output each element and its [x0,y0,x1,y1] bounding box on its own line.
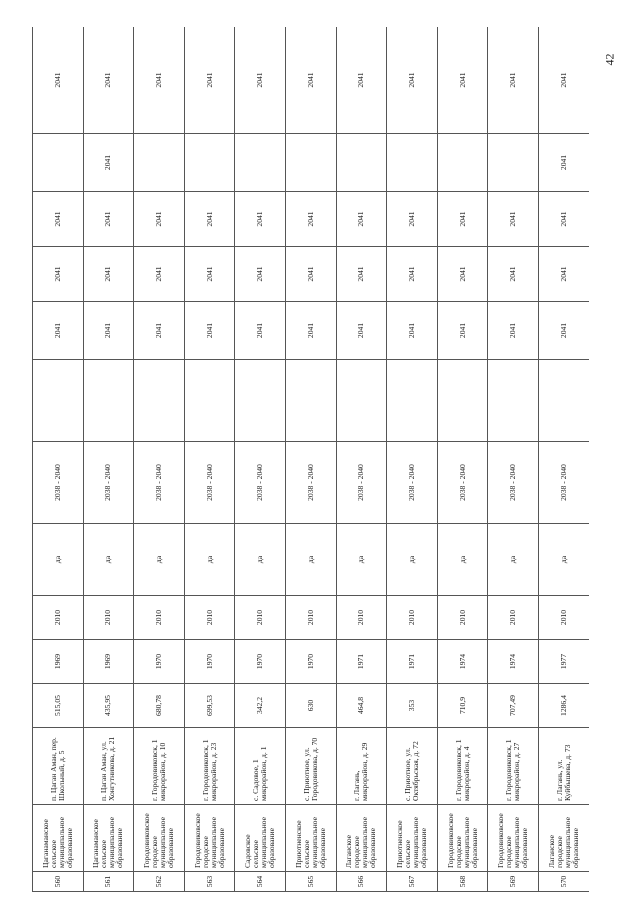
row-number: 565 [285,872,336,892]
col-3-cell: 2041 [83,247,134,302]
col-3-cell: 2041 [285,247,336,302]
table-row [134,27,185,892]
municipality-cell: Цаганаманское сельское муниципальное образование [33,805,84,872]
survey-year-cell: 2010 [134,596,185,640]
row-number: 569 [488,872,539,892]
survey-year-cell: 2010 [488,596,539,640]
col-2-cell: 2041 [437,302,488,360]
col-3-cell: 2041 [336,247,387,302]
row-number: 561 [83,872,134,892]
col-4-cell: 2041 [538,192,589,247]
col-3-cell: 2041 [538,247,589,302]
flag-cell: да [488,524,539,596]
survey-year-cell: 2010 [285,596,336,640]
col-6-cell: 2041 [184,27,235,134]
col-4-cell: 2041 [387,192,438,247]
build-year-cell: 1969 [83,640,134,684]
col-2-cell: 2041 [134,302,185,360]
table-row [184,27,235,892]
col-5-cell: 2041 [538,134,589,192]
address-cell: г. Лагань, ул. Куйбышева, д. 73 [538,728,589,805]
municipality-cell: Городовиковское городское муниципальное образование [437,805,488,872]
address-cell: с. Приютное, ул. Октябрьская, д. 72 [387,728,438,805]
flag-cell: да [538,524,589,596]
col-4-cell: 2041 [235,192,286,247]
table-row [336,27,387,892]
municipality-cell: Лаганское городское муниципальное образование [538,805,589,872]
col-2-cell: 2041 [538,302,589,360]
flag-cell: да [437,524,488,596]
survey-year-cell: 2010 [235,596,286,640]
col-2-cell: 2041 [235,302,286,360]
col-1-cell [184,360,235,442]
area-cell: 1286,4 [538,684,589,728]
table-row [488,27,539,892]
survey-year-cell: 2010 [387,596,438,640]
col-5-cell [488,134,539,192]
build-year-cell: 1969 [33,640,84,684]
area-cell: 699,53 [184,684,235,728]
period-cell: 2038 - 2040 [437,442,488,524]
col-5-cell [235,134,286,192]
period-cell: 2038 - 2040 [488,442,539,524]
col-2-cell: 2041 [33,302,84,360]
area-cell: 630 [285,684,336,728]
area-cell: 707,49 [488,684,539,728]
period-cell: 2038 - 2040 [538,442,589,524]
municipality-cell: Цаганаманское сельское муниципальное образование [83,805,134,872]
col-3-cell: 2041 [33,247,84,302]
col-5-cell [387,134,438,192]
table-row [235,27,286,892]
survey-year-cell: 2010 [184,596,235,640]
address-cell: г. Городовиковск, 1 микрорайон, д. 23 [184,728,235,805]
address-cell: с. Садовое, 1 микрорайон, д. 1 [235,728,286,805]
flag-cell: да [83,524,134,596]
flag-cell: да [285,524,336,596]
municipality-cell: Городовиковское городское муниципальное образование [488,805,539,872]
row-number: 562 [134,872,185,892]
col-1-cell [387,360,438,442]
address-cell: г. Городовиковск, 1 микрорайон, д. 10 [134,728,185,805]
col-2-cell: 2041 [488,302,539,360]
col-1-cell [83,360,134,442]
col-4-cell: 2041 [184,192,235,247]
flag-cell: да [33,524,84,596]
flag-cell: да [184,524,235,596]
municipality-cell: Городовиковское городское муниципальное образование [134,805,185,872]
municipality-cell: Городовиковское городское муниципальное образование [184,805,235,872]
col-6-cell: 2041 [488,27,539,134]
col-1-cell [285,360,336,442]
survey-year-cell: 2010 [538,596,589,640]
col-5-cell: 2041 [83,134,134,192]
row-number: 564 [235,872,286,892]
col-3-cell: 2041 [134,247,185,302]
area-cell: 680,78 [134,684,185,728]
col-4-cell: 2041 [33,192,84,247]
area-cell: 353 [387,684,438,728]
period-cell: 2038 - 2040 [285,442,336,524]
table-row [33,27,84,892]
col-6-cell: 2041 [235,27,286,134]
col-2-cell: 2041 [83,302,134,360]
address-cell: г. Городовиковск, 1 микрорайон, д. 4 [437,728,488,805]
col-1-cell [437,360,488,442]
period-cell: 2038 - 2040 [33,442,84,524]
col-2-cell: 2041 [387,302,438,360]
build-year-cell: 1970 [134,640,185,684]
col-6-cell: 2041 [387,27,438,134]
col-6-cell: 2041 [33,27,84,134]
build-year-cell: 1970 [285,640,336,684]
survey-year-cell: 2010 [33,596,84,640]
build-year-cell: 1971 [336,640,387,684]
col-1-cell [134,360,185,442]
col-1-cell [488,360,539,442]
col-6-cell: 2041 [134,27,185,134]
area-cell: 342,2 [235,684,286,728]
period-cell: 2038 - 2040 [387,442,438,524]
survey-year-cell: 2010 [83,596,134,640]
col-3-cell: 2041 [437,247,488,302]
flag-cell: да [387,524,438,596]
col-1-cell [33,360,84,442]
col-3-cell: 2041 [184,247,235,302]
municipality-cell: Приютненское сельское муниципальное образование [387,805,438,872]
table-row [285,27,336,892]
address-cell: п. Цаган Аман, пер. Школьный, д. 5 [33,728,84,805]
build-year-cell: 1970 [235,640,286,684]
col-1-cell [336,360,387,442]
municipality-cell: Приютненское сельское муниципальное образование [285,805,336,872]
address-cell: п. Цаган Аман, ул. Хонгутникова, д. 21 [83,728,134,805]
col-6-cell: 2041 [83,27,134,134]
period-cell: 2038 - 2040 [134,442,185,524]
document-page [32,27,589,892]
col-5-cell [134,134,185,192]
col-5-cell [285,134,336,192]
col-1-cell [235,360,286,442]
area-cell: 515,05 [33,684,84,728]
flag-cell: да [134,524,185,596]
build-year-cell: 1977 [538,640,589,684]
period-cell: 2038 - 2040 [184,442,235,524]
col-6-cell: 2041 [538,27,589,134]
col-3-cell: 2041 [235,247,286,302]
col-4-cell: 2041 [336,192,387,247]
col-4-cell: 2041 [134,192,185,247]
col-2-cell: 2041 [184,302,235,360]
table-row [538,27,589,892]
row-number: 567 [387,872,438,892]
col-3-cell: 2041 [387,247,438,302]
col-4-cell: 2041 [285,192,336,247]
table-row [387,27,438,892]
build-year-cell: 1970 [184,640,235,684]
col-2-cell: 2041 [285,302,336,360]
survey-year-cell: 2010 [336,596,387,640]
col-6-cell: 2041 [285,27,336,134]
col-1-cell [538,360,589,442]
col-5-cell [184,134,235,192]
survey-year-cell: 2010 [437,596,488,640]
housing-repair-table [32,27,589,892]
area-cell: 435,95 [83,684,134,728]
table-row [437,27,488,892]
build-year-cell: 1974 [437,640,488,684]
build-year-cell: 1974 [488,640,539,684]
row-number: 568 [437,872,488,892]
col-6-cell: 2041 [437,27,488,134]
municipality-cell: Лаганское городское муниципальное образование [336,805,387,872]
address-cell: г. Лагань, микрорайон, д. 29 [336,728,387,805]
period-cell: 2038 - 2040 [336,442,387,524]
period-cell: 2038 - 2040 [83,442,134,524]
col-3-cell: 2041 [488,247,539,302]
address-cell: с. Приютное, ул. Городовикова, д. 70 [285,728,336,805]
col-4-cell: 2041 [83,192,134,247]
row-number: 563 [184,872,235,892]
col-6-cell: 2041 [336,27,387,134]
col-4-cell: 2041 [437,192,488,247]
row-number: 566 [336,872,387,892]
col-5-cell [437,134,488,192]
flag-cell: да [336,524,387,596]
area-cell: 464,8 [336,684,387,728]
municipality-cell: Садовское сельское муниципальное образование [235,805,286,872]
area-cell: 710,9 [437,684,488,728]
col-5-cell [336,134,387,192]
row-number: 570 [538,872,589,892]
address-cell: г. Городовиковск, 1 микрорайон, д. 27 [488,728,539,805]
period-cell: 2038 - 2040 [235,442,286,524]
col-2-cell: 2041 [336,302,387,360]
flag-cell: да [235,524,286,596]
table-row [83,27,134,892]
col-4-cell: 2041 [488,192,539,247]
build-year-cell: 1971 [387,640,438,684]
page-number: 42 [602,53,617,66]
col-5-cell [33,134,84,192]
row-number: 560 [33,872,84,892]
